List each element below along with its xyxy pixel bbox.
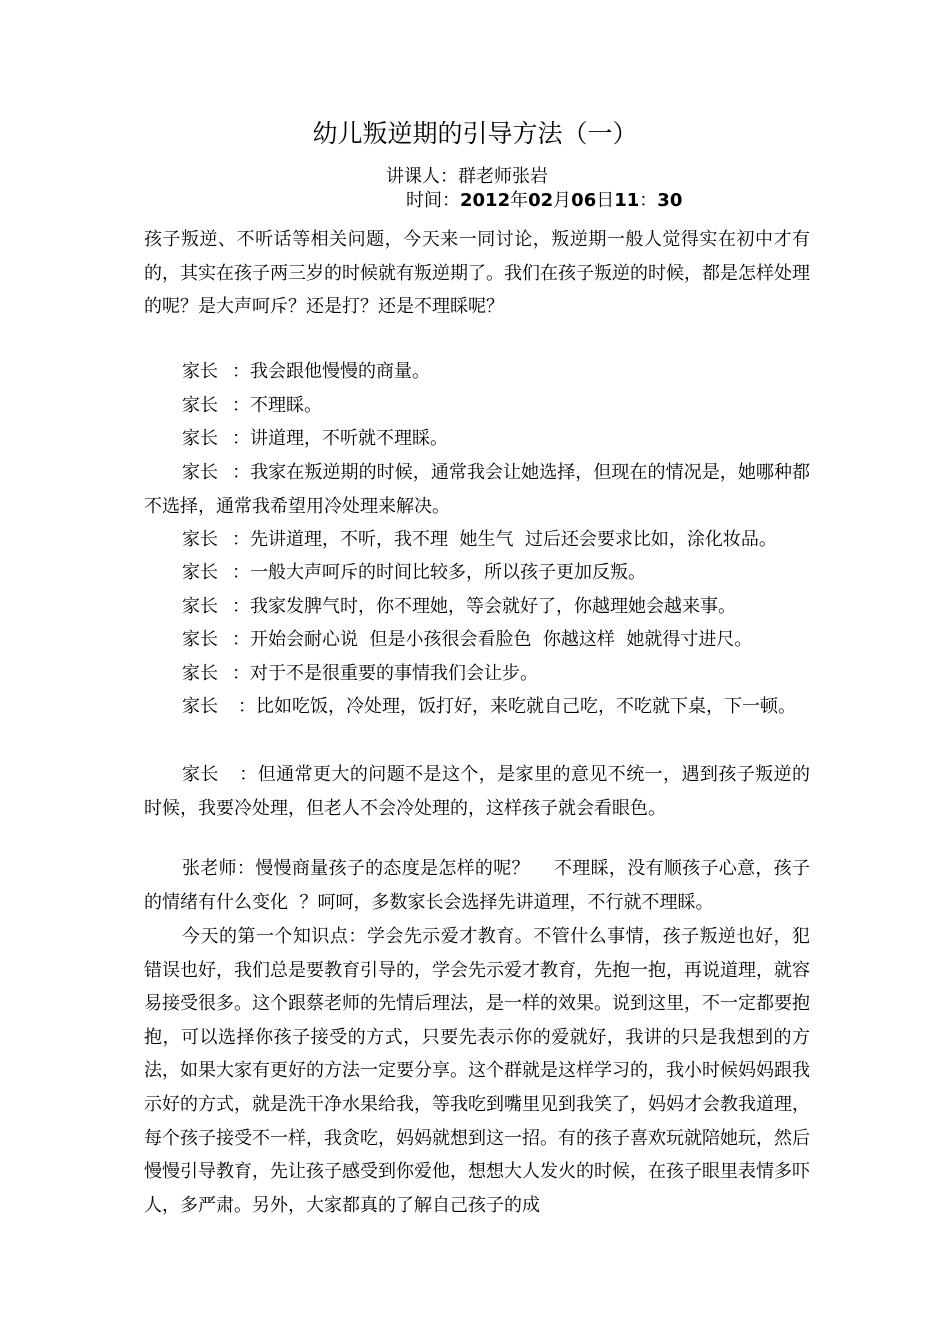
response-separator: ： [238,696,256,717]
response-speaker: 家长 [182,529,218,550]
response-text: 我家发脾气时，你不理她，等会就好了，你越理她会越来事。 [250,596,736,617]
response-text: 我家在叛逆期的时候，通常我会让她选择，但现在的情况是，她哪种都不选择，通常我希望用冷处理来解决。 [144,462,811,517]
response-speaker: 家长 [182,428,218,449]
document-title: 幼儿叛逆期的引导方法（一） [312,119,638,148]
response-separator: ： [232,395,250,416]
response-speaker: 家长 [182,663,218,684]
time-line [406,188,682,214]
response-speaker: 家长 [182,562,218,583]
response-speaker: 家长 [182,395,218,416]
response-text: 一般大声呵斥的时间比较多，所以孩子更加反叛。 [250,562,646,583]
response-separator: ： [232,596,250,617]
time-month-unit: 月 [553,190,572,211]
response-separator: ： [232,663,250,684]
response-text: 不理睬。 [250,395,322,416]
parent-response [144,523,810,557]
parent-response [144,456,810,523]
response-separator: ： [232,462,251,483]
parent-response [144,355,810,389]
time-label: 时间： [406,190,460,211]
response-speaker: 家长 [182,696,218,717]
parent-response [144,657,810,691]
parent-response [144,690,810,724]
response-text: 比如吃饭，冷处理，饭打好，来吃就自己吃，不吃就下桌，下一顿。 [256,696,796,717]
knowledge-paragraph: 今天的第一个知识点：学会先示爱才教育。不管什么事情，孩子叛逆也好，犯错误也好，我们总是要教育引导的，学会先示爱才教育，先抱一抱，再说道理，就容易接受很多。这个跟蔡老师的先情后理法，是一样的效果。说到这里，不一定都要抱抱，可以选择你孩子接受的方式，只要先表示你的爱就好，我讲的只是我想到的方法，如果大家有更好的方法一定要分享。这个群就是这样学习的，我小时候妈妈跟我示好的方式，就是洗干净水果给我，等我吃到嘴里见到我笑了，妈妈才会教我道理，每个孩子接受不一样，我贪吃，妈妈就想到这一招。有的孩子喜欢玩就陪她玩，然后慢慢引导教育，先让孩子感受到你爱他，想想大人发火的时候，在孩子眼里表情多吓人，多严肃。另外，大家都真的了解自己孩子的成 [144,926,810,1216]
response-speaker: 家长 [182,462,219,483]
response-speaker: 家长 [182,596,218,617]
teacher-paragraph: 张老师：慢慢商量孩子的态度是怎样的呢？ 不理睬，没有顺孩子心意，孩子的情绪有什么变化 ？呵呵，多数家长会选择先讲道理，不行就不理睬。 [144,858,810,913]
parent-response [144,590,810,624]
time-month: 02 [528,190,554,211]
response-speaker: 家长 [182,361,218,382]
response-text: 开始会耐心说 但是小孩很会看脸色 你越这样 她就得寸进尺。 [250,629,753,650]
time-day-unit: 日 [596,190,615,211]
response-separator: ： [232,562,250,583]
response-separator: ： [232,529,250,550]
time-hour: 11 [614,190,640,211]
parent-response [144,758,810,825]
parent-response [144,623,810,657]
response-separator: ： [232,428,250,449]
response-separator: ： [238,764,258,785]
response-speaker: 家长 [182,764,219,785]
parent-response [144,389,810,423]
response-separator: ： [232,361,250,382]
time-separator: ： [639,190,658,211]
response-text: 对于不是很重要的事情我们会让步。 [250,663,538,684]
intro-paragraph: 孩子叛逆、不听话等相关问题，今天来一同讨论，叛逆期一般人觉得实在初中才有的，其实在孩子两三岁的时候就有叛逆期了。我们在孩子叛逆的时候，都是怎样处理的呢？是大声呵斥？还是打？还是不理睬呢？ [144,229,810,318]
response-text: 讲道理，不听就不理睬。 [250,428,448,449]
time-day: 06 [571,190,597,211]
time-year-unit: 年 [510,190,529,211]
response-text: 但通常更大的问题不是这个，是家里的意见不统一，遇到孩子叛逆的时候，我要冷处理，但老人不会冷处理的，这样孩子就会看眼色。 [144,764,811,819]
response-text: 我会跟他慢慢的商量。 [250,361,430,382]
response-separator: ： [232,629,250,650]
lecturer-line: 讲课人：群老师张岩 [386,166,548,187]
parent-response [144,556,810,590]
parent-response [144,422,810,456]
response-speaker: 家长 [182,629,218,650]
time-year: 2012 [460,190,511,211]
time-minute: 30 [657,190,683,211]
response-text: 先讲道理，不听，我不理 她生气 过后还会要求比如，涂化妆品。 [250,529,777,550]
